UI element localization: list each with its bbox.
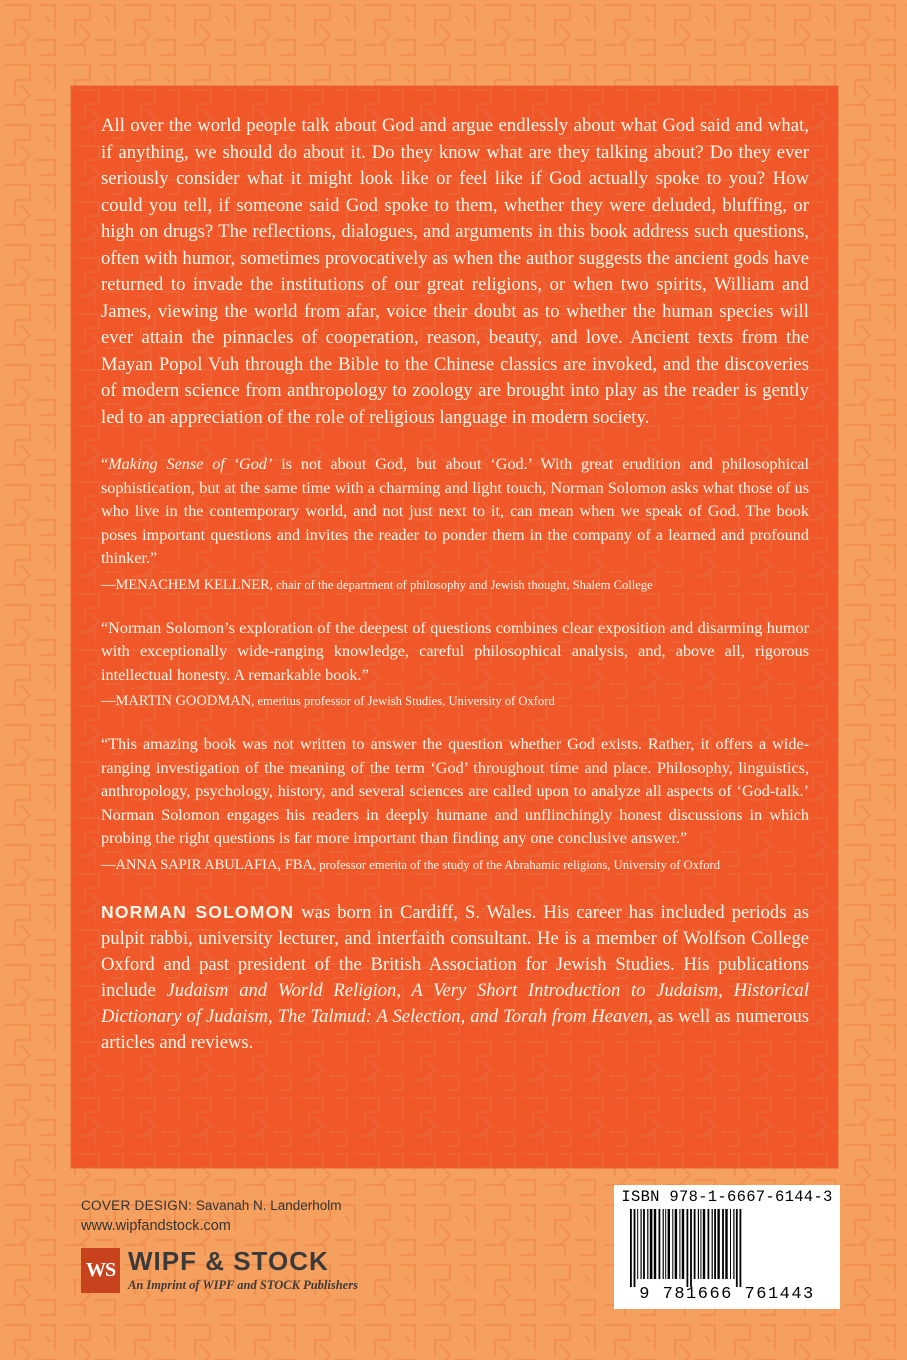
author-name: NORMAN SOLOMON — [101, 901, 295, 922]
barcode-bar — [730, 1209, 731, 1279]
footer-credits — [81, 1197, 342, 1234]
barcode-bar — [694, 1209, 696, 1279]
barcode-bar — [703, 1209, 705, 1279]
barcode-bar — [634, 1209, 636, 1287]
barcode-bars — [622, 1209, 832, 1287]
panel-content — [101, 113, 809, 1056]
book-description: All over the world people talk about God and argue endlessly about what God said and what, if anything, we should do about it. Do they know what are they talking about? Do they ever seriously consider what it might look like or feel like if God actually spoke to you? How could you tell, if someone said God spoke to them, whether they were deluded, bluffing, or high on drugs? The reflections, dialogues, and arguments in this book address such questions, often with humor, sometimes provocatively as when the author suggests the ancient gods have returned to invade the institutions of our great religions, or when two spirits, William and James, viewing the world from afar, voice their doubt as to whether the human species will ever attain the pinnacles of cooperation, reason, beauty, and love. Ancient texts from the Mayan Popol Vuh through the Bible to the Chinese classics are invoked, and the discoveries of modern science from anthropology to zoology are brought into play as the reader is gently led to an appreciation of the role of religious language in modern society. — [101, 115, 809, 428]
isbn-label: ISBN 978-1-6667-6144-3 — [621, 1188, 833, 1206]
barcode-bar — [700, 1209, 701, 1279]
barcode-bar — [647, 1209, 648, 1279]
barcode-bar — [708, 1209, 710, 1279]
barcode-bar — [714, 1209, 716, 1279]
barcode-bar — [740, 1209, 742, 1287]
publisher-tagline: An Imprint of WIPF and STOCK Publishers — [128, 1278, 358, 1292]
barcode-bar — [682, 1209, 684, 1279]
barcode-bar — [665, 1209, 666, 1279]
barcode-bar — [668, 1209, 670, 1279]
barcode-bar — [725, 1209, 727, 1279]
barcode-bar — [663, 1209, 664, 1279]
barcode-bar — [650, 1209, 653, 1279]
barcode-bar — [736, 1209, 738, 1287]
publisher-name: WIPF & STOCK — [128, 1246, 329, 1276]
barcode-bar — [690, 1209, 692, 1287]
author-bio: NORMAN SOLOMON was born in Cardiff, S. Wales. His career has included periods as pulpit rabbi, university lecturer, and interfaith consultant. He is a member of Wolfson College Oxford and past president of the British Association for Jewish Studies. His publications include Judaism and World Religion, A Very Short Introduction to Judaism, Historical Dictionary of Judaism, The Talmud: A Selection, and Torah from Heaven, as well as numerous articles and reviews. — [101, 901, 809, 1053]
endorsement-quote: “Making Sense of ‘God’ is not about God, but about ‘God.’ With great erudition and philosophical sophistication, but at the same time with a charming and light touch, Norman Solomon asks what those of us who live in the contemporary world, and not just next to it, can mean when we speak of God. The book poses important questions and invites the reader to ponder them in the company of a learned and profound thinker.” — [101, 455, 809, 567]
text-panel — [71, 86, 838, 1168]
cover-design-credit: COVER DESIGN: Savanah N. Landerholm — [81, 1198, 342, 1213]
barcode-bar — [733, 1209, 734, 1279]
publisher-website[interactable]: www.wipfandstock.com — [81, 1218, 231, 1234]
quoted-book-title: Making Sense of ‘God’ — [108, 455, 273, 473]
publisher-logo: WS — [81, 1248, 120, 1293]
endorsement-attribution: —MARTIN GOODMAN, emeritus professor of Jewish Studies, University of Oxford — [101, 693, 555, 709]
barcode-bar — [672, 1209, 673, 1279]
endorsement-attribution: —ANNA SAPIR ABULAFIA, FBA, professor emerita of the study of the Abrahamic religions, University of Oxford — [101, 856, 721, 873]
author-works: Judaism and World Religion, A Very Short Introduction to Judaism, Historical Dictionary of Judaism, The Talmud: A Selection, and Torah from Heaven — [101, 979, 809, 1027]
barcode-bar — [679, 1209, 680, 1279]
endorsement-quote: “Norman Solomon’s exploration of the deepest of questions combines clear exposition and disarming humor with exceptionally wide-ranging knowledge, careful philosophical analysis, and, above all, rigorous intellectual honesty. A remarkable book.” — [101, 618, 809, 684]
barcode-digits: 9 781666 761443 — [639, 1285, 815, 1304]
barcode-bar — [630, 1209, 632, 1287]
barcode-bar — [643, 1209, 645, 1279]
barcode-bar — [675, 1209, 677, 1279]
barcode-bar — [687, 1209, 689, 1287]
isbn-barcode — [614, 1185, 840, 1309]
barcode-bar — [659, 1209, 661, 1279]
publisher-block — [81, 1248, 401, 1296]
barcode-bar — [641, 1209, 642, 1279]
endorsement-attribution: —MENACHEM KELLNER, chair of the department of philosophy and Jewish thought, Shalem College — [101, 576, 653, 593]
barcode-bar — [722, 1209, 724, 1279]
endorsement-quote: “This amazing book was not written to answer the question whether God exists. Rather, it offers a wide-ranging investigation of the meaning of the term ‘God’ throughout time and place. Philosophy, linguistics, anthropology, psychology, history, and several sciences are called upon to analyze all aspects of ‘God-talk.’ Norman Solomon engages his readers in deeply humane and unflinchingly honest discussions in which probing the right questions is far more important than finding any one conclusive answer.” — [101, 735, 809, 847]
barcode-bar — [717, 1209, 719, 1279]
barcode-bar — [698, 1209, 699, 1279]
barcode-bar — [712, 1209, 713, 1279]
barcode-bar — [654, 1209, 656, 1279]
barcode-bar — [637, 1209, 638, 1279]
